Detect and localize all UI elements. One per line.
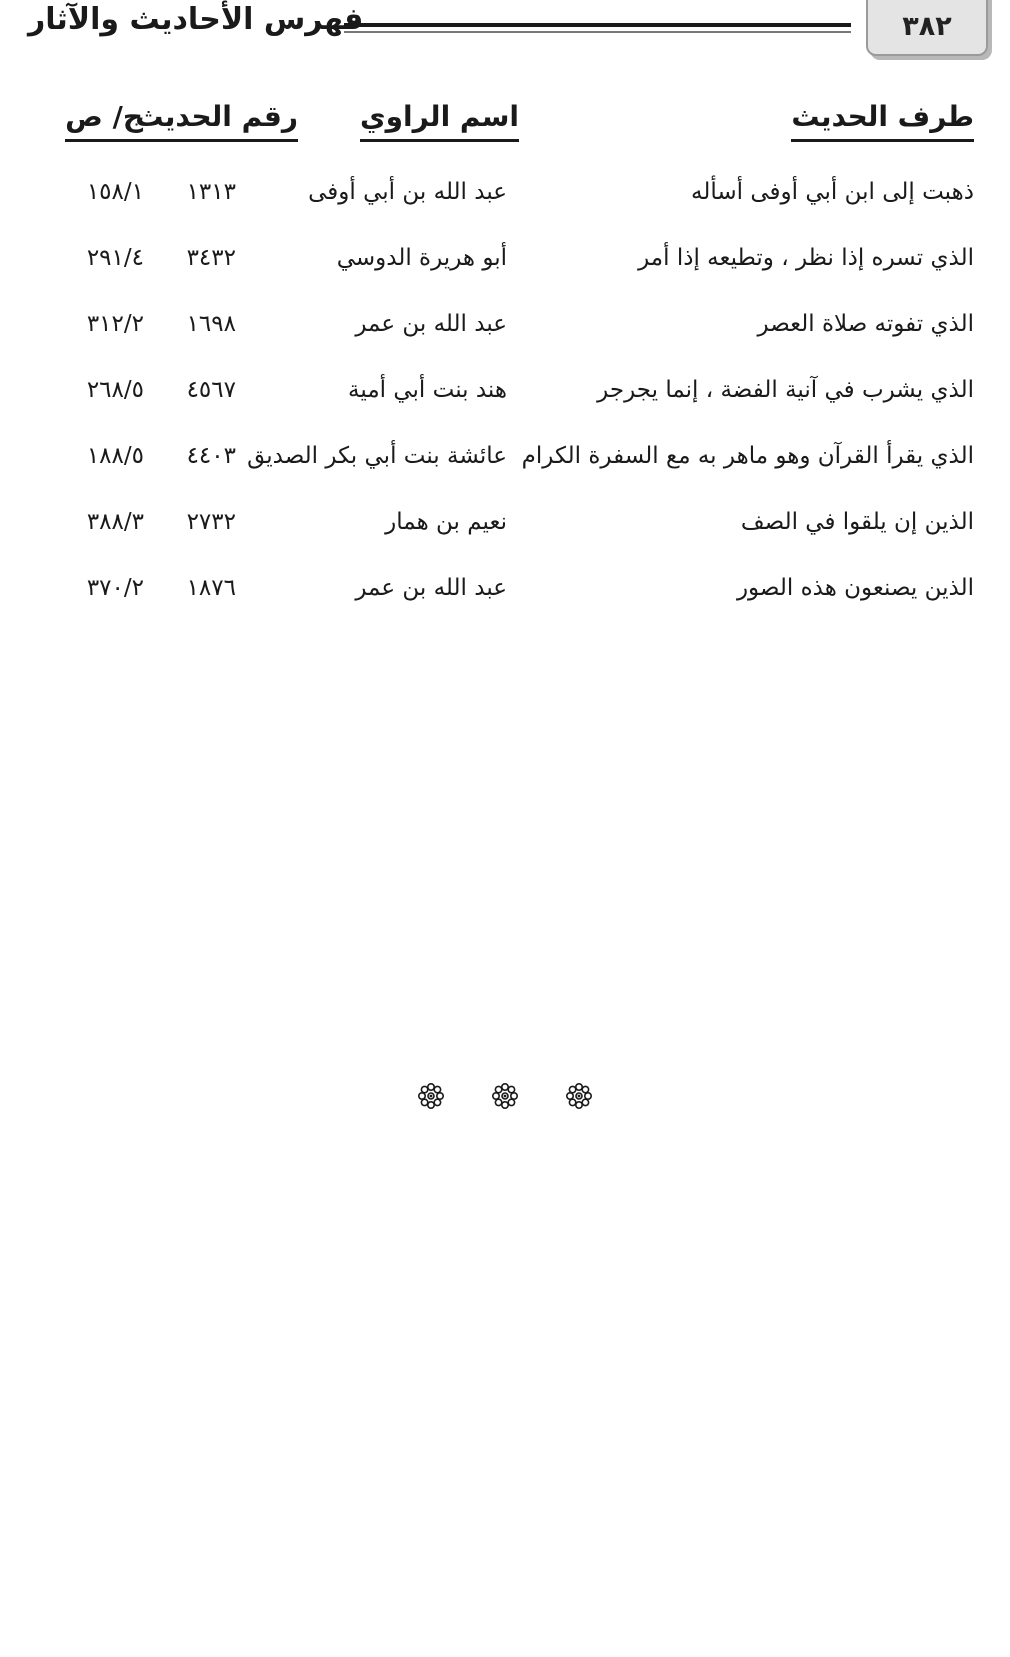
table-row [30,364,982,430]
number-cell: ٤٥٦٧ [186,377,236,403]
narrator-cell: أبو هريرة الدوسي [336,245,507,271]
hadith-cell: الذين إن يلقوا في الصف [740,509,974,535]
volume-page-cell: ٢٩١/٤ [86,245,144,271]
number-cell: ١٣١٣ [186,179,236,205]
table-row [30,430,982,496]
floral-rosette-icon [565,1082,593,1110]
header-rule-thin [344,31,851,33]
number-cell: ١٨٧٦ [186,575,236,601]
column-header-narrator: اسم الراوي [360,100,519,142]
column-header-number: رقم الحديث [135,100,298,142]
table-row [30,232,982,298]
volume-page-cell: ١٨٨/٥ [86,443,144,469]
number-cell: ٤٤٠٣ [186,443,236,469]
volume-page-cell: ١٥٨/١ [86,179,144,205]
hadith-cell: ذهبت إلى ابن أبي أوفى أسأله [691,179,974,205]
table-row [30,496,982,562]
narrator-cell: هند بنت أبي أمية [348,377,507,403]
volume-page-cell: ٣٨٨/٣ [86,509,144,535]
narrator-cell: عبد الله بن عمر [355,311,507,337]
narrator-cell: عبد الله بن عمر [355,575,507,601]
running-title: فهرس الأحاديث والآثار [28,2,364,37]
hadith-cell: الذي تسره إذا نظر ، وتطيعه إذا أمر [638,245,974,271]
column-header-hadith: طرف الحديث [791,100,974,142]
volume-page-cell: ٣٧٠/٢ [86,575,144,601]
table-row [30,562,982,628]
number-cell: ١٦٩٨ [186,311,236,337]
number-cell: ٢٧٣٢ [186,509,236,535]
hadith-cell: الذي يقرأ القرآن وهو ماهر به مع السفرة الكرام [521,443,974,469]
page-number: ٣٨٢ [902,10,952,42]
volume-page-cell: ٣١٢/٢ [86,311,144,337]
narrator-cell: عائشة بنت أبي بكر الصديق [247,443,507,469]
hadith-cell: الذين يصنعون هذه الصور [736,575,974,601]
hadith-cell: الذي يشرب في آنية الفضة ، إنما يجرجر [597,377,974,403]
header-rule [344,23,851,27]
table-header [30,96,982,166]
narrator-cell: عبد الله بن أبي أوفى [308,179,507,205]
ornament-divider [0,1082,1010,1110]
page-number-tab [866,0,988,56]
table-row [30,298,982,364]
column-header-volume-page: ج/ ص [65,100,143,142]
number-cell: ٣٤٣٢ [186,245,236,271]
hadith-index-table [30,96,982,628]
volume-page-cell: ٢٦٨/٥ [86,377,144,403]
floral-rosette-icon [491,1082,519,1110]
narrator-cell: نعيم بن همار [385,509,507,535]
floral-rosette-icon [417,1082,445,1110]
hadith-cell: الذي تفوته صلاة العصر [757,311,974,337]
table-row [30,166,982,232]
